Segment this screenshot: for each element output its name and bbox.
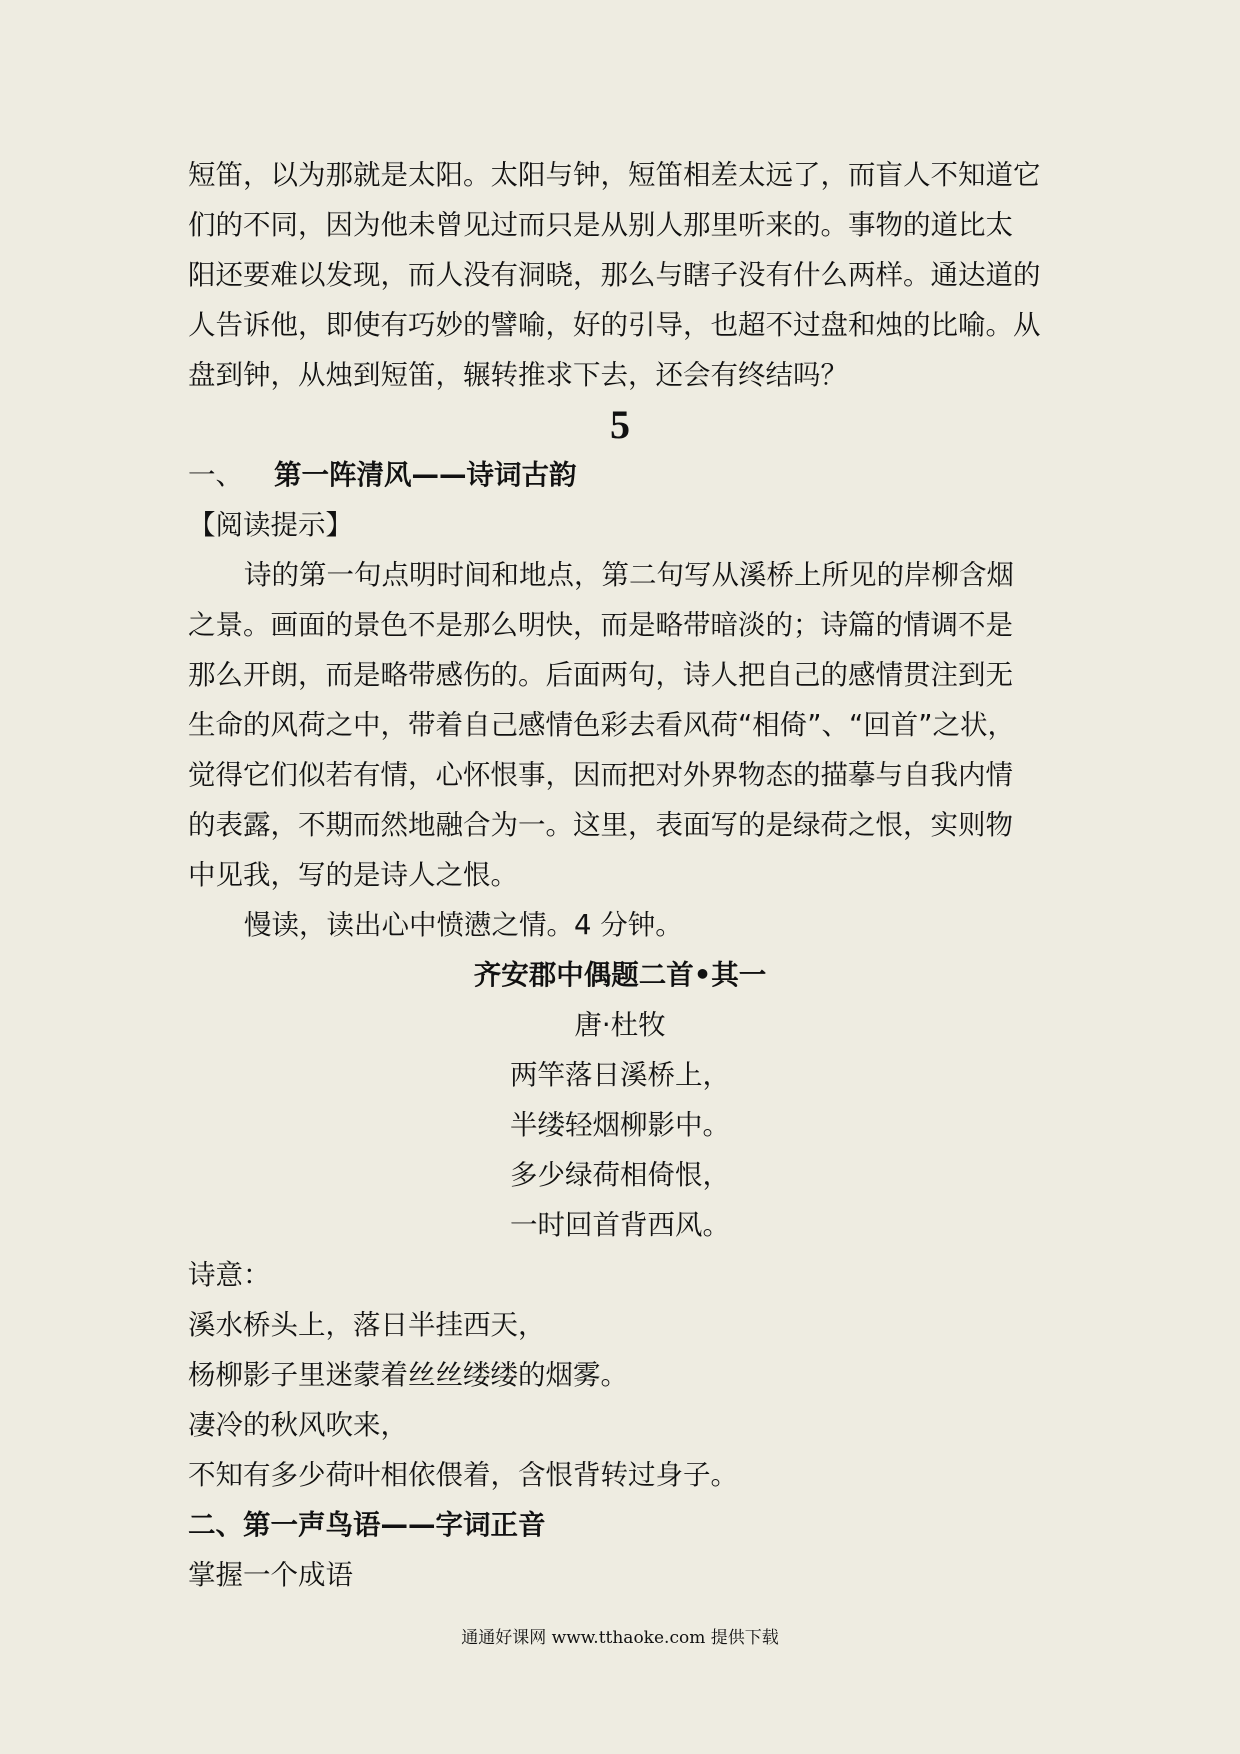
reading-tip-line: 生命的风荷之中，带着自己感情色彩去看风荷“相倚”、“回首”之状， xyxy=(188,709,1015,741)
section1-title: 第一阵清风——诗词古韵 xyxy=(274,459,577,491)
page-footer: 通通好课网 www.tthaoke.com 提供下载 xyxy=(461,1628,779,1648)
reading-tip-line: 之景。画面的景色不是那么明快，而是略带暗淡的；诗篇的情调不是 xyxy=(188,609,1013,641)
reading-tip-line: 诗的第一句点明时间和地点，第二句写从溪桥上所见的岸柳含烟 xyxy=(244,559,1014,591)
poem-line: 一时回首背西风。 xyxy=(510,1209,730,1241)
page-number: 5 xyxy=(610,402,630,447)
page-content xyxy=(188,150,1052,1600)
poem-body xyxy=(188,1050,1052,1250)
intro-paragraph xyxy=(188,150,1052,400)
meaning-line: 溪水桥头上，落日半挂西天， xyxy=(188,1309,546,1341)
meaning-line: 不知有多少荷叶相依偎着，含恨背转过身子。 xyxy=(188,1459,738,1491)
intro-line: 盘到钟，从烛到短笛，辗转推求下去，还会有终结吗？ xyxy=(188,359,848,391)
intro-line: 阳还要难以发现，而人没有洞晓，那么与瞎子没有什么两样。通达道的 xyxy=(188,259,1041,291)
reading-tip-label: 【阅读提示】 xyxy=(188,509,353,541)
intro-line: 人告诉他，即使有巧妙的譬喻，好的引导，也超不过盘和烛的比喻。从 xyxy=(188,309,1041,341)
poem-line: 两竿落日溪桥上， xyxy=(510,1059,730,1091)
meaning-line: 杨柳影子里迷蒙着丝丝缕缕的烟雾。 xyxy=(188,1359,628,1391)
intro-line: 短笛，以为那就是太阳。太阳与钟，短笛相差太远了，而盲人不知道它 xyxy=(188,159,1041,191)
reading-tip-line: 觉得它们似若有情，心怀恨事，因而把对外界物态的描摹与自我内情 xyxy=(188,759,1013,791)
poem-title: 齐安郡中偶题二首•其一 xyxy=(473,959,767,991)
meaning-line: 凄冷的秋风吹来， xyxy=(188,1409,408,1441)
meaning-label: 诗意： xyxy=(188,1259,271,1291)
intro-line: 们的不同，因为他未曾见过而只是从别人那里听来的。事物的道比太 xyxy=(188,209,1013,241)
poem-line: 半缕轻烟柳影中。 xyxy=(510,1109,730,1141)
poem-author: 唐·杜牧 xyxy=(574,1009,666,1041)
section2-subheading: 掌握一个成语 xyxy=(188,1559,353,1591)
reading-tip-line: 中见我，写的是诗人之恨。 xyxy=(188,859,518,891)
poem-line: 多少绿荷相倚恨， xyxy=(510,1159,730,1191)
reading-tip-line: 的表露，不期而然地融合为一。这里，表面写的是绿荷之恨，实则物 xyxy=(188,809,1013,841)
section2-heading: 二、第一声鸟语——字词正音 xyxy=(188,1509,546,1541)
section1-number: 一、 xyxy=(188,459,243,491)
read-instruction: 慢读，读出心中愤懑之情。4 分钟。 xyxy=(244,909,683,941)
section1-heading xyxy=(188,450,1052,500)
reading-tip-paragraph xyxy=(188,550,1052,900)
reading-tip-line: 那么开朗，而是略带感伤的。后面两句，诗人把自己的感情贯注到无 xyxy=(188,659,1013,691)
poem-meaning xyxy=(188,1250,1052,1500)
